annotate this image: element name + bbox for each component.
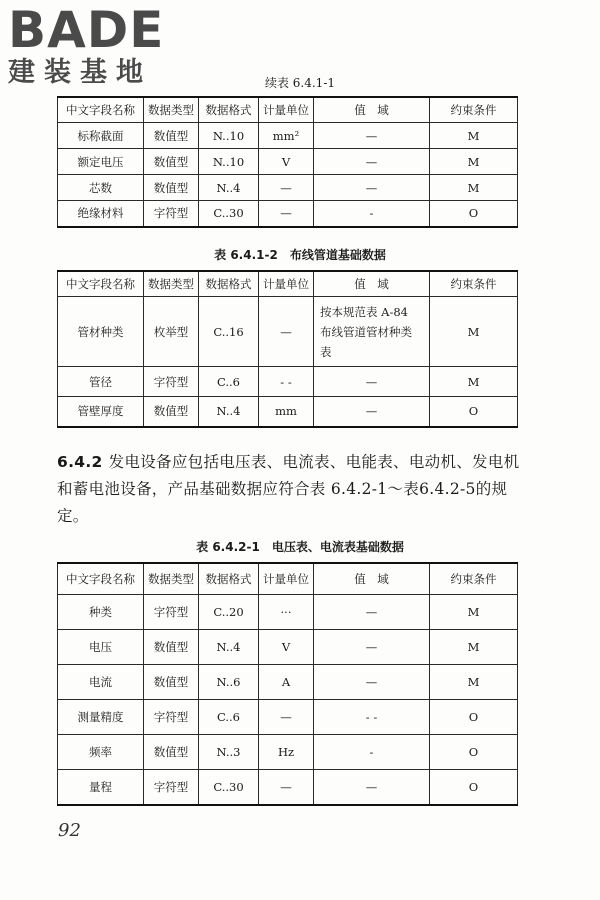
table-row (58, 123, 518, 149)
table-cell: 数值型 (144, 735, 199, 770)
table-row (58, 700, 518, 735)
table-cell: 管径 (58, 367, 144, 397)
header-cell: 计量单位 (259, 97, 314, 123)
table-cell: — (259, 770, 314, 805)
section-text: 发电设备应包括电压表、电流表、电能表、电动机、发电机和蓄电池设备，产品基础数据应符合表 6.4.2-1～表6.4.2-5的规定。 (57, 453, 520, 525)
header-cell: 中文字段名称 (58, 563, 144, 595)
table-row (58, 297, 518, 367)
table-cell: - (314, 735, 430, 770)
header-cell: 数据格式 (199, 563, 259, 595)
table-cell: 额定电压 (58, 149, 144, 175)
table-cell: M (430, 149, 518, 175)
header-cell: 数据格式 (199, 271, 259, 297)
table-row (58, 201, 518, 227)
section-number: 6.4.2 (57, 453, 103, 471)
table-cell: 管壁厚度 (58, 397, 144, 427)
header-cell: 约束条件 (430, 271, 518, 297)
header-cell: 值 域 (314, 97, 430, 123)
table-cell: — (314, 123, 430, 149)
table-cell: O (430, 397, 518, 427)
table-cell: M (430, 367, 518, 397)
table-cell: N..4 (199, 630, 259, 665)
table-row (58, 397, 518, 427)
header-cell: 约束条件 (430, 563, 518, 595)
table-header-row (58, 97, 518, 123)
table-cell: A (259, 665, 314, 700)
table-cell: — (314, 149, 430, 175)
table-cell: 数值型 (144, 149, 199, 175)
table-cell: 绝缘材料 (58, 201, 144, 227)
table-cell: 枚举型 (144, 297, 199, 367)
table1 (57, 96, 518, 228)
header-cell: 值 域 (314, 563, 430, 595)
table-cell: — (314, 770, 430, 805)
table-cell: C..30 (199, 770, 259, 805)
header-cell: 数据类型 (144, 97, 199, 123)
logo-wordmark: BADE (8, 1, 165, 59)
table-cell: O (430, 201, 518, 227)
table-cell: 数值型 (144, 630, 199, 665)
table-cell: N..4 (199, 397, 259, 427)
header-cell: 数据格式 (199, 97, 259, 123)
table-cell: N..6 (199, 665, 259, 700)
table-cell: M (430, 665, 518, 700)
table-cell: 标称截面 (58, 123, 144, 149)
table-cell: C..6 (199, 367, 259, 397)
table-cell: — (259, 175, 314, 201)
table-cell: M (430, 595, 518, 630)
table-cell: 数值型 (144, 397, 199, 427)
header-cell: 值 域 (314, 271, 430, 297)
header-cell: 中文字段名称 (58, 97, 144, 123)
table-cell: 数值型 (144, 123, 199, 149)
table-row (58, 735, 518, 770)
table-row (58, 630, 518, 665)
table-cell: 字符型 (144, 595, 199, 630)
table-cell: C..6 (199, 700, 259, 735)
table-cell: O (430, 735, 518, 770)
table-cell: 字符型 (144, 700, 199, 735)
table-cell: N..10 (199, 123, 259, 149)
table-cell: - - (314, 700, 430, 735)
table-cell: 电压 (58, 630, 144, 665)
table-cell: mm² (259, 123, 314, 149)
table1-caption: 续表 6.4.1-1 (264, 76, 336, 90)
table-cell: C..30 (199, 201, 259, 227)
table-cell: — (314, 630, 430, 665)
logo-subtitle: 建装基地 (8, 57, 152, 88)
table-cell: — (314, 367, 430, 397)
table3-caption: 表 6.4.2-1 电压表、电流表基础数据 (196, 540, 404, 554)
table-cell: mm (259, 397, 314, 427)
table-cell: O (430, 770, 518, 805)
header-cell: 中文字段名称 (58, 271, 144, 297)
table-cell: C..20 (199, 595, 259, 630)
table3 (57, 562, 518, 806)
table-cell: 种类 (58, 595, 144, 630)
table-cell: M (430, 630, 518, 665)
table-cell: 电流 (58, 665, 144, 700)
table-cell: - - (259, 367, 314, 397)
page-number: 92 (58, 820, 81, 841)
table-cell: 芯数 (58, 175, 144, 201)
header-cell: 约束条件 (430, 97, 518, 123)
table-cell: M (430, 123, 518, 149)
table-cell: — (314, 175, 430, 201)
table-cell: — (259, 201, 314, 227)
table-cell: 测量精度 (58, 700, 144, 735)
table-cell: N..4 (199, 175, 259, 201)
table-cell: M (430, 297, 518, 367)
table-cell: C..16 (199, 297, 259, 367)
section-paragraph (57, 449, 527, 530)
header-cell: 数据类型 (144, 563, 199, 595)
table-cell: O (430, 700, 518, 735)
table-cell: N..10 (199, 149, 259, 175)
table-cell: Hz (259, 735, 314, 770)
table-cell: — (259, 700, 314, 735)
table2 (57, 270, 518, 428)
table-cell: V (259, 630, 314, 665)
table-row (58, 175, 518, 201)
table-cell: — (314, 665, 430, 700)
table-cell: — (314, 397, 430, 427)
table-header-row (58, 563, 518, 595)
table-row (58, 149, 518, 175)
table-row (58, 595, 518, 630)
table2-caption: 表 6.4.1-2 布线管道基础数据 (214, 248, 386, 262)
table-cell: ··· (259, 595, 314, 630)
table-cell: N..3 (199, 735, 259, 770)
table-cell: 数值型 (144, 175, 199, 201)
header-cell: 计量单位 (259, 271, 314, 297)
table-header-row (58, 271, 518, 297)
table-cell: — (259, 297, 314, 367)
table-cell: 字符型 (144, 367, 199, 397)
table-cell: 频率 (58, 735, 144, 770)
table-cell: V (259, 149, 314, 175)
header-cell: 数据类型 (144, 271, 199, 297)
table-cell: M (430, 175, 518, 201)
table-cell: 量程 (58, 770, 144, 805)
table-cell: 按本规范表 A-84 布线管道管材种类表 (314, 297, 430, 367)
table-cell: 数值型 (144, 665, 199, 700)
header-cell: 计量单位 (259, 563, 314, 595)
table-row (58, 367, 518, 397)
table-cell: — (314, 595, 430, 630)
table-cell: 管材种类 (58, 297, 144, 367)
table-cell: - (314, 201, 430, 227)
table-cell: 字符型 (144, 770, 199, 805)
table-row (58, 770, 518, 805)
table-row (58, 665, 518, 700)
table-cell: 字符型 (144, 201, 199, 227)
